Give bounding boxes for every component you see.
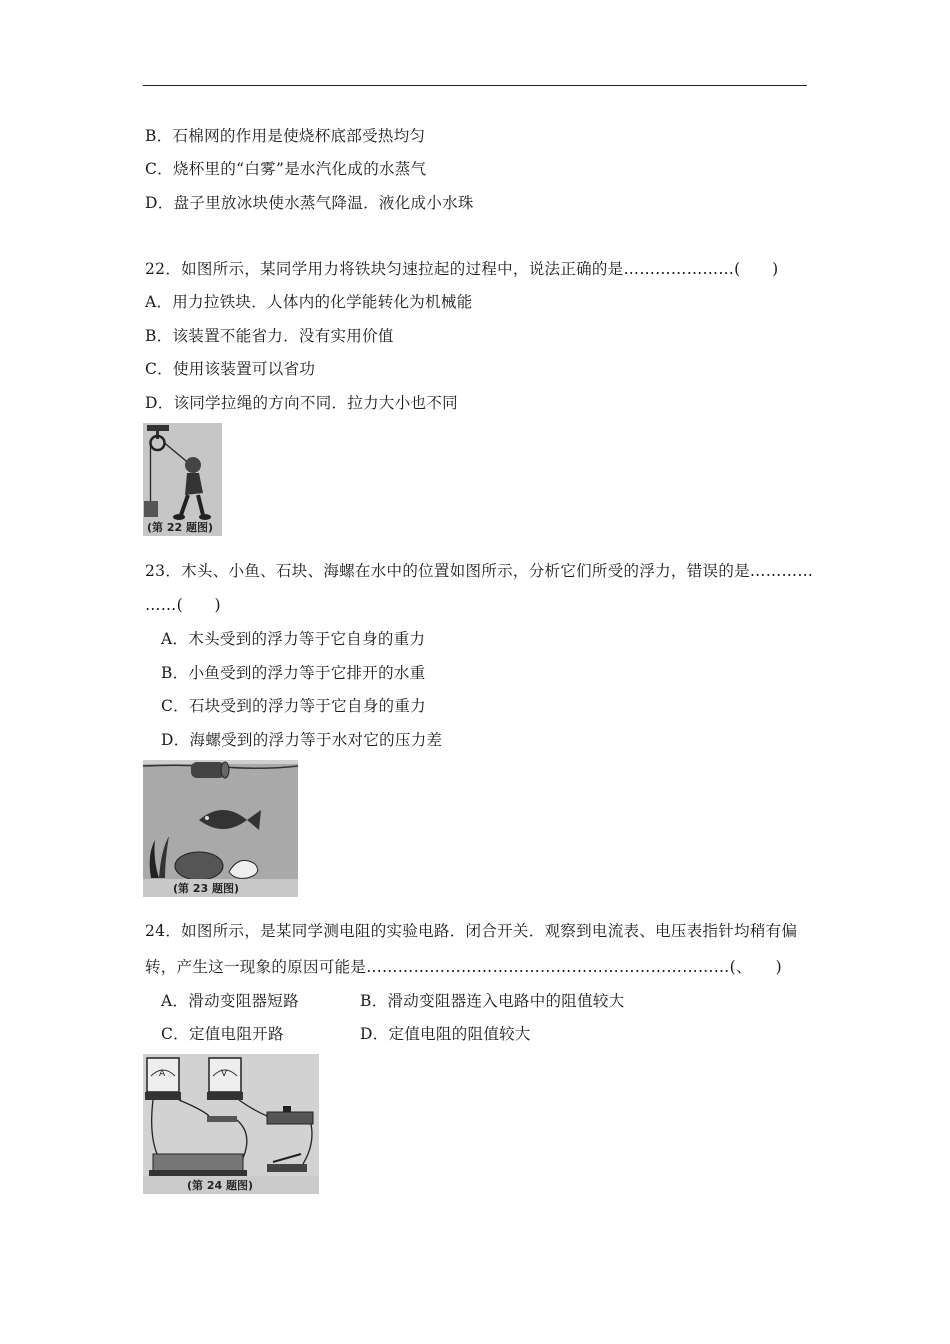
q22-option-a: A．用力拉铁块．人体内的化学能转化为机械能 xyxy=(145,293,473,311)
q23-stem-line1: 23．木头、小鱼、石块、海螺在水中的位置如图所示，分析它们所受的浮力，错误的是………… xyxy=(145,562,814,580)
q23-option-b: B．小鱼受到的浮力等于它排开的水重 xyxy=(161,664,426,682)
q21-option-d: D．盘子里放冰块使水蒸气降温．液化成小水珠 xyxy=(145,194,474,212)
q22-option-b: B．该装置不能省力．没有实用价值 xyxy=(145,327,394,345)
q24-option-c: C．定值电阻开路 xyxy=(161,1025,284,1043)
q24-figure-circuit xyxy=(143,1054,319,1194)
q23-option-a: A．木头受到的浮力等于它自身的重力 xyxy=(161,630,426,648)
q22-option-d: D．该同学拉绳的方向不同．拉力大小也不同 xyxy=(145,394,458,412)
q24-stem-line2: 转，产生这一现象的原因可能是……………………………………………………………(、 ) xyxy=(145,958,782,976)
q24-option-a: A．滑动变阻器短路 xyxy=(161,992,299,1010)
q24-figure-caption: (第 24 题图) xyxy=(187,1179,254,1192)
q22-figure-caption: (第 22 题图) xyxy=(147,521,214,534)
q21-option-b: B．石棉网的作用是使烧杯底部受热均匀 xyxy=(145,127,426,145)
q23-option-d: D．海螺受到的浮力等于水对它的压力差 xyxy=(161,731,443,749)
q21-option-c: C．烧杯里的“白雾”是水汽化成的水蒸气 xyxy=(145,160,427,178)
q23-figure-caption: (第 23 题图) xyxy=(173,882,240,895)
q24-option-d: D．定值电阻的阻值较大 xyxy=(360,1025,531,1043)
q24-option-b: B．滑动变阻器连入电路中的阻值较大 xyxy=(360,992,625,1010)
q22-figure-pulley xyxy=(143,423,222,536)
q24-stem-line1: 24．如图所示，是某同学测电阻的实验电路．闭合开关．观察到电流表、电压表指针均稍有偏 xyxy=(145,922,798,940)
q23-figure-underwater xyxy=(143,760,298,897)
ammeter-label: A xyxy=(159,1069,166,1079)
header-rule xyxy=(143,85,807,86)
q23-stem-line2: ……( ) xyxy=(145,596,221,614)
q22-option-c: C．使用该装置可以省功 xyxy=(145,360,316,378)
q23-option-c: C．石块受到的浮力等于它自身的重力 xyxy=(161,697,426,715)
voltmeter-label: V xyxy=(221,1069,228,1079)
q22-stem: 22．如图所示，某同学用力将铁块匀速拉起的过程中，说法正确的是…………………( ) xyxy=(145,260,779,278)
